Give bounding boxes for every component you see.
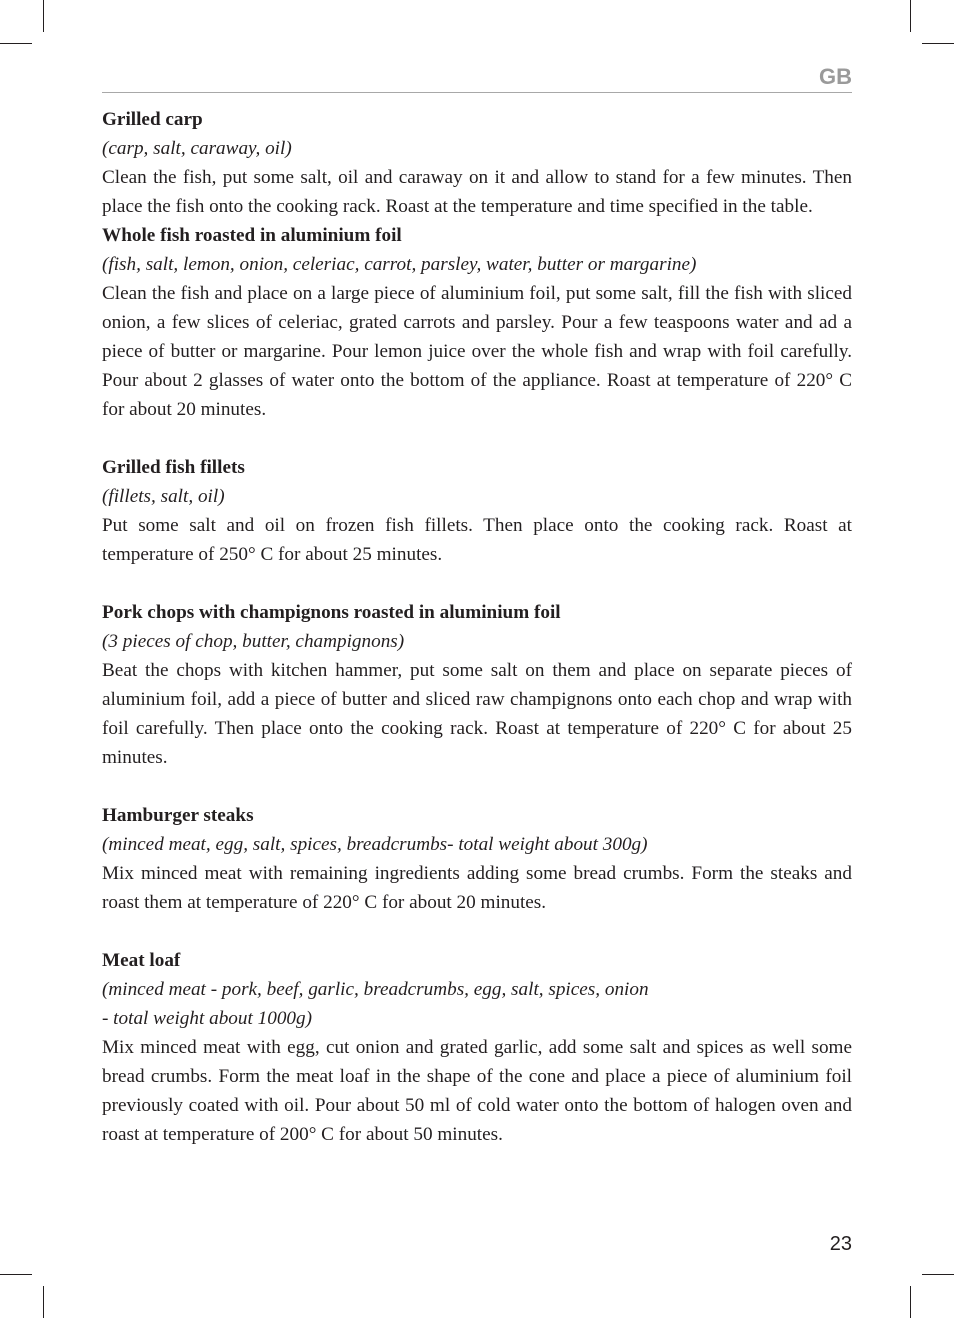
crop-mark-top-left-horizontal [0,43,32,44]
recipe-instructions: Put some salt and oil on frozen fish fillets. Then place onto the cooking rack. Roast at temperature of 250° C for about 25 minutes. [102,515,852,565]
crop-mark-bottom-right-horizontal [922,1274,954,1275]
recipe-meat-loaf [102,946,852,1149]
recipe-instructions: Mix minced meat with egg, cut onion and grated garlic, add some salt and spices as well some bread crumbs. Form the meat loaf in the shape of the cone and place a piece of aluminium foil previously coated with oil. Pour about 50 ml of cold water onto the bottom of halogen oven and roast at temperature of 200° C for about 50 minutes. [102,1037,852,1145]
recipe-title: Pork chops with champignons roasted in aluminium foil [102,602,561,623]
recipe-ingredients-line-1: (minced meat - pork, beef, garlic, breadcrumbs, egg, salt, spices, onion [102,979,649,1000]
recipe-instructions: Mix minced meat with remaining ingredients adding some bread crumbs. Form the steaks and roast them at temperature of 220° C for about 20 minutes. [102,863,852,913]
recipe-title: Grilled fish fillets [102,457,245,478]
recipe-title: Meat loaf [102,950,181,971]
recipe-ingredients: (carp, salt, caraway, oil) [102,138,292,159]
crop-mark-bottom-left-vertical [43,1286,44,1318]
crop-mark-bottom-left-horizontal [0,1274,32,1275]
recipe-instructions: Beat the chops with kitchen hammer, put some salt on them and place on separate pieces of aluminium foil, add a piece of butter and sliced raw champignons onto each chop and wrap with foil carefully. Then place onto the cooking rack. Roast at temperature of 220° C for about 25 minutes. [102,660,852,768]
crop-mark-top-right-horizontal [922,43,954,44]
crop-mark-top-right-vertical [910,0,911,32]
recipe-grilled-carp [102,105,852,221]
recipe-ingredients: (minced meat, egg, salt, spices, breadcrumbs- total weight about 300g) [102,834,648,855]
recipe-ingredients-line-2: - total weight about 1000g) [102,1008,312,1029]
recipe-title: Grilled carp [102,109,203,130]
recipe-title: Whole fish roasted in aluminium foil [102,225,402,246]
recipe-hamburger-steaks [102,801,852,917]
recipe-instructions: Clean the fish and place on a large piece of aluminium foil, put some salt, fill the fish with sliced onion, a few slices of celeriac, grated carrots and parsley. Pour a few teaspoons water and ad a piece of butter or margarine. Pour lemon juice over the whole fish and wrap with foil carefully. Pour about 2 glasses of water onto the bottom of the appliance. Roast at temperature of 220° C for about 20 minutes. [102,283,852,420]
crop-mark-top-left-vertical [43,0,44,32]
recipe-grilled-fish-fillets [102,453,852,569]
recipe-content [102,105,852,1149]
recipe-title: Hamburger steaks [102,805,254,826]
recipe-whole-fish-foil [102,221,852,424]
page-number: 23 [829,1233,852,1255]
recipe-ingredients: (fillets, salt, oil) [102,486,225,507]
recipe-pork-chops-champignons [102,598,852,772]
recipe-ingredients: (3 pieces of chop, butter, champignons) [102,631,405,652]
crop-mark-bottom-right-vertical [910,1286,911,1318]
recipe-instructions: Clean the fish, put some salt, oil and caraway on it and allow to stand for a few minutes. Then place the fish onto the cooking rack. Roast at the temperature and time specified in the table. [102,167,852,217]
recipe-ingredients: (fish, salt, lemon, onion, celeriac, carrot, parsley, water, butter or margarine) [102,254,697,275]
language-code: GB [819,64,852,89]
header-rule [102,92,852,93]
